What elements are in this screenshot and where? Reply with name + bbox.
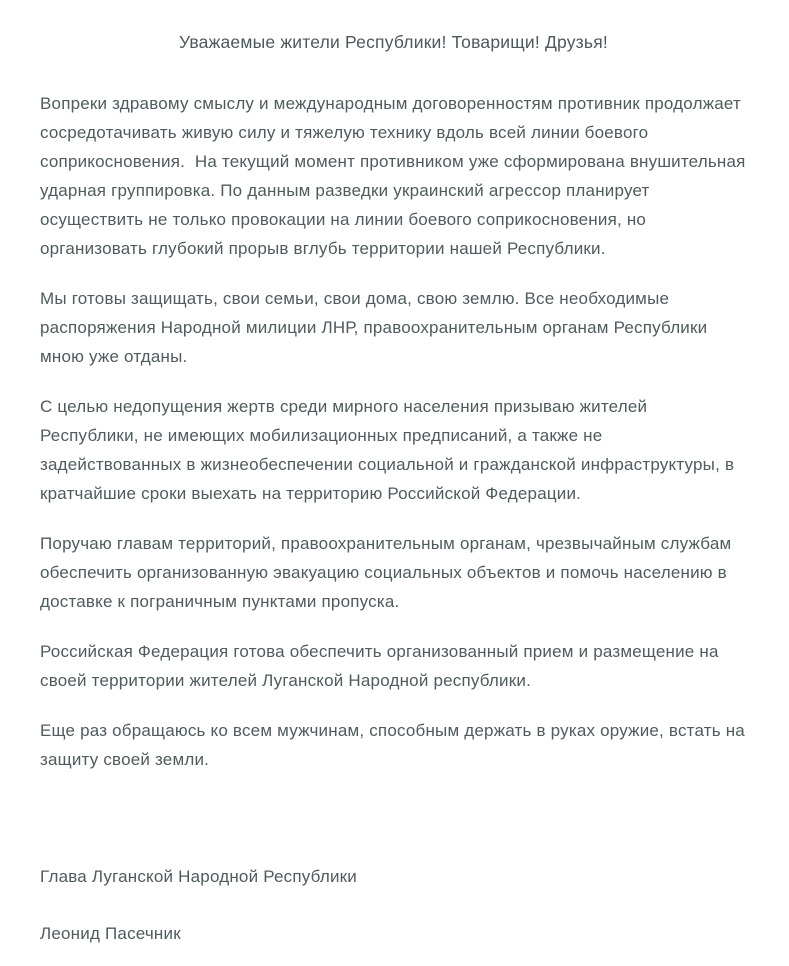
signature-role: Глава Луганской Народной Республики (40, 867, 357, 886)
signature-name: Леонид Пасечник (40, 924, 181, 943)
paragraph-6: Еще раз обращаюсь ко всем мужчинам, способным держать в руках оружие, встать на защиту своей земли. (40, 721, 750, 769)
paragraph-3: С целью недопущения жертв среди мирного населения призываю жителей Республики, не имеющих мобилизационных предписаний, а также не задействованных в жизнеобеспечении социальной и гражданской инфраструктуры, в кратчайшие сроки выехать на территорию Российской Федерации. (40, 397, 740, 503)
signature-block (40, 862, 747, 948)
paragraph-1: Вопреки здравому смыслу и международным договоренностям противник продолжает сосредотачивать живую силу и тяжелую технику вдоль всей линии боевого соприкосновения. На текущий момент противником уже сформирована внушительная ударная группировка. По данным разведки украинский агрессор планирует осуществить не только провокации на линии боевого соприкосновения, но организовать глубокий прорыв вглубь территории нашей Республики. (40, 94, 751, 258)
paragraph-2: Мы готовы защищать, свои семьи, свои дома, свою землю. Все необходимые распоряжения Народной милиции ЛНР, правоохранительным органам Республики мною уже отданы. (40, 289, 713, 366)
paragraph-4: Поручаю главам территорий, правоохранительным органам, чрезвычайным службам обеспечить организованную эвакуацию социальных объектов и помочь населению в доставке к пограничным пунктами пропуска. (40, 534, 737, 611)
document-title: Уважаемые жители Республики! Товарищи! Друзья! (179, 32, 608, 52)
paragraph-5: Российская Федерация готова обеспечить организованный прием и размещение на своей территории жителей Луганской Народной республики. (40, 642, 724, 690)
